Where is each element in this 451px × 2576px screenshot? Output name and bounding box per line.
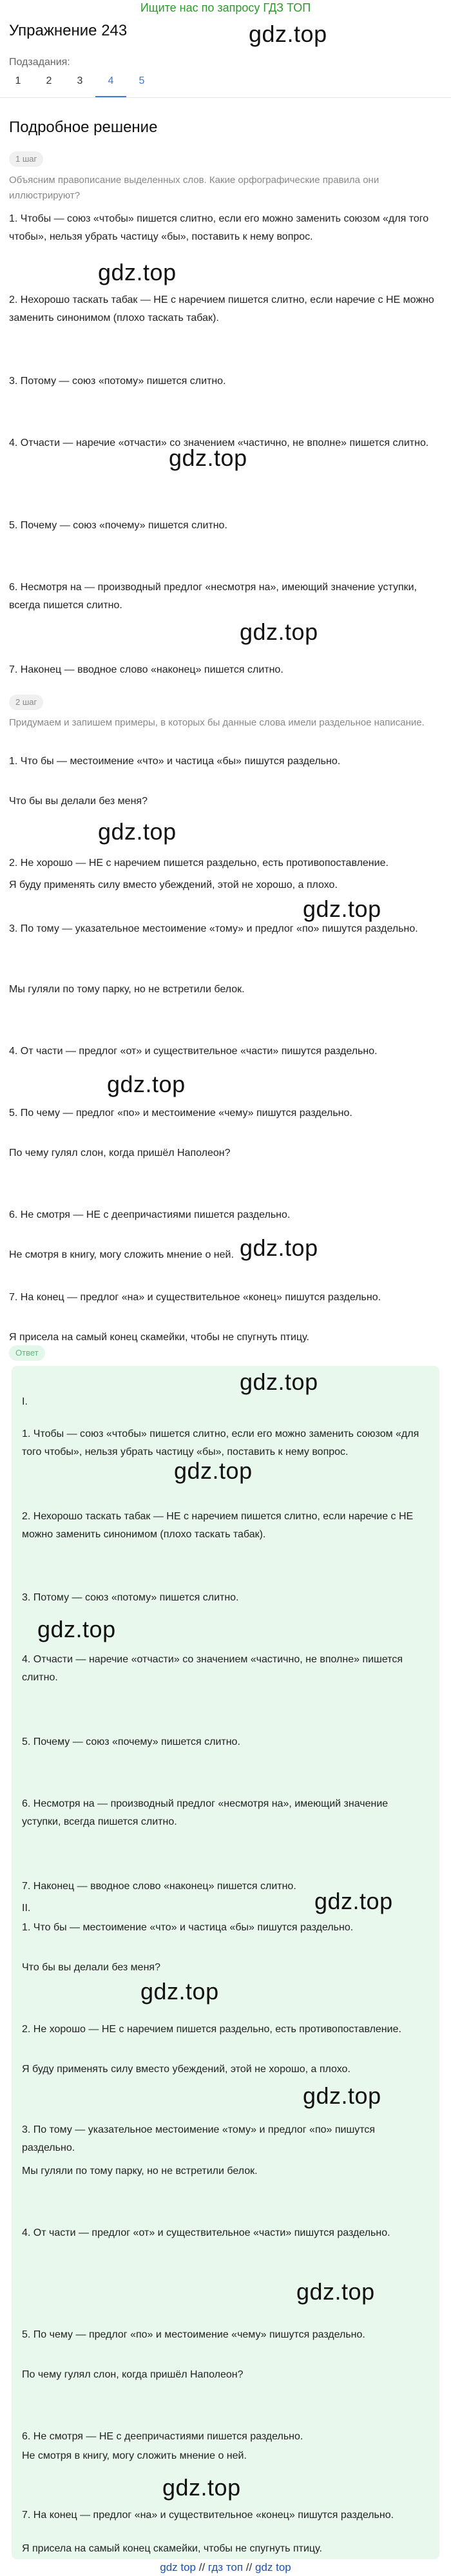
watermark: gdz.top (98, 818, 177, 845)
answer-2-item-2: 2. Не хорошо — НЕ с наречием пишется раздельно, есть противопоставление. (22, 2024, 401, 2035)
watermark: gdz.top (37, 1616, 116, 1642)
answer-2-item-6: 6. Не смотря — НЕ с деепричастиями пишется раздельно. (22, 2431, 303, 2442)
answer-2-example-5: По чему гулял слон, когда пришёл Наполеон? (22, 2369, 244, 2380)
step-2-example-2: Я буду применять силу вместо убеждений, этой не хорошо, а плохо. (9, 879, 338, 890)
watermark: gdz.top (303, 896, 381, 922)
step-2-example-1: Что бы вы делали без меня? (9, 796, 148, 807)
solution-heading: Подробное решение (9, 119, 158, 136)
answer-2-example-6: Не смотря в книгу, могу сложить мнение о ней. (22, 2450, 247, 2461)
footer-links (0, 2561, 451, 2575)
watermark: gdz.top (240, 1369, 318, 1395)
step-1-item-3: 3. Потому — союз «потому» пишется слитно. (9, 376, 226, 387)
watermark: gdz.top (296, 2278, 375, 2305)
watermark: gdz.top (303, 2082, 381, 2109)
step-2-item-5: 5. По чему — предлог «по» и местоимение «чему» пишутся раздельно. (9, 1108, 352, 1119)
watermark: gdz.top (314, 1888, 393, 1914)
step-2-item-4: 4. От части — предлог «от» и существительное «части» пишутся раздельно. (9, 1046, 378, 1057)
answer-1-item-5: 5. Почему — союз «почему» пишется слитно. (22, 1736, 240, 1747)
step-1-item-5: 5. Почему — союз «почему» пишется слитно. (9, 520, 227, 531)
tab-subtask-5[interactable]: 5 (139, 75, 145, 86)
answer-2-example-1: Что бы вы делали без меня? (22, 1962, 160, 1973)
answer-2-example-2: Я буду применять силу вместо убеждений, этой не хорошо, а плохо. (22, 2064, 350, 2075)
answer-2-item-5: 5. По чему — предлог «по» и местоимение «чему» пишутся раздельно. (22, 2329, 365, 2340)
step-2-example-7: Я присела на самый конец скамейки, чтобы не спугнуть птицу. (9, 1332, 309, 1343)
tab-subtask-2[interactable]: 2 (46, 75, 52, 86)
answer-1-item-3: 3. Потому — союз «потому» пишется слитно. (22, 1592, 239, 1603)
page-title: Упражнение 243 (9, 22, 128, 39)
footer-separator: // (245, 2561, 253, 2573)
answer-1-item-1: 1. Чтобы — союз «чтобы» пишется слитно, если его можно заменить союзом «для того чтобы», нельзя убрать частицу «бы», поставить к нему вопрос. (22, 1428, 419, 1457)
step-2-badge: 2 шаг (9, 695, 43, 710)
answer-2-item-4: 4. От части — предлог «от» и существительное «части» пишутся раздельно. (22, 2227, 390, 2238)
step-2-intro: Придумаем и запишем примеры, в которых бы данные слова имели раздельное написание. (9, 717, 425, 728)
answer-2-example-3: Мы гуляли по тому парку, но не встретили белок. (22, 2166, 258, 2177)
watermark: gdz.top (174, 1457, 253, 1484)
step-1-badge: 1 шаг (9, 151, 43, 167)
step-2-item-7: 7. На конец — предлог «на» и существительное «конец» пишутся раздельно. (9, 1292, 381, 1303)
answer-badge: Ответ (9, 1345, 45, 1361)
search-banner: Ищите нас по запросу ГДЗ ТОП (140, 1, 311, 14)
step-2-example-3: Мы гуляли по тому парку, но не встретили белок. (9, 984, 245, 995)
tabs-divider (0, 97, 451, 98)
step-2-example-6: Не смотря в книгу, могу сложить мнение о ней. (9, 1249, 234, 1260)
answer-2-example-7: Я присела на самый конец скамейки, чтобы не спугнуть птицу. (22, 2543, 322, 2554)
step-2-example-5: По чему гулял слон, когда пришёл Наполеон? (9, 1148, 231, 1158)
footer-link-gdz-top-ru[interactable]: гдз топ (207, 2561, 244, 2573)
answer-2-item-7: 7. На конец — предлог «на» и существительное «конец» пишутся раздельно. (22, 2510, 394, 2521)
watermark: gdz.top (249, 21, 327, 47)
answer-part-1-label: I. (22, 1396, 28, 1407)
subtasks-label: Подзадания: (9, 57, 70, 68)
watermark: gdz.top (240, 619, 318, 645)
footer-link-gdz-top[interactable]: gdz top (160, 2561, 196, 2573)
step-2-item-6: 6. Не смотря — НЕ с деепричастиями пишется раздельно. (9, 1209, 291, 1220)
watermark: gdz.top (98, 259, 177, 285)
footer-separator: // (198, 2561, 206, 2573)
answer-2-item-1: 1. Что бы — местоимение «что» и частица «бы» пишутся раздельно. (22, 1922, 354, 1933)
step-2-item-3: 3. По тому — указательное местоимение «тому» и предлог «по» пишутся раздельно. (9, 923, 418, 934)
answer-1-item-6: 6. Несмотря на — производный предлог «несмотря на», имеющий значение уступки, всегда пишется слитно. (22, 1798, 389, 1827)
step-1-item-4: 4. Отчасти — наречие «отчасти» со значением «частично, не вполне» пишется слитно. (9, 437, 429, 448)
watermark: gdz.top (169, 445, 247, 471)
step-1-item-2: 2. Нехорошо таскать табак — НЕ с наречием пишется слитно, если наречие с НЕ можно заменить синонимом (плохо таскать табак). (9, 294, 434, 323)
watermark: gdz.top (240, 1235, 318, 1261)
step-1-item-1: 1. Чтобы — союз «чтобы» пишется слитно, если его можно заменить союзом «для того чтобы», нельзя убрать частицу «бы», поставить к нему вопрос. (9, 213, 429, 242)
step-1-item-6: 6. Несмотря на — производный предлог «несмотря на», имеющий значение уступки, всегда пишется слитно. (9, 582, 417, 611)
watermark: gdz.top (107, 1071, 186, 1097)
footer-link-gdz-top-2[interactable]: gdz top (254, 2561, 291, 2573)
answer-1-item-2: 2. Нехорошо таскать табак — НЕ с наречием пишется слитно, если наречие с НЕ можно заменить синонимом (плохо таскать табак). (22, 1511, 414, 1540)
answer-part-2-label: II. (22, 1903, 31, 1914)
answer-1-item-4: 4. Отчасти — наречие «отчасти» со значением «частично, не вполне» пишется слитно. (22, 1654, 403, 1683)
answer-2-item-3: 3. По тому — указательное местоимение «тому» и предлог «по» пишутся раздельно. (22, 2124, 376, 2153)
tab-subtask-3[interactable]: 3 (77, 75, 83, 86)
tab-subtask-1[interactable]: 1 (15, 75, 21, 86)
step-1-item-7: 7. Наконец — вводное слово «наконец» пишется слитно. (9, 664, 283, 675)
step-1-intro: Объясним правописание выделенных слов. Какие орфографические правила они иллюстрируют? (9, 175, 379, 201)
watermark: gdz.top (140, 1978, 219, 2004)
step-2-item-1: 1. Что бы — местоимение «что» и частица «бы» пишутся раздельно. (9, 756, 341, 767)
tab-subtask-4[interactable]: 4 (95, 68, 126, 98)
watermark: gdz.top (162, 2474, 241, 2501)
step-2-item-2: 2. Не хорошо — НЕ с наречием пишется раздельно, есть противопоставление. (9, 858, 389, 869)
answer-1-item-7: 7. Наконец — вводное слово «наконец» пишется слитно. (22, 1881, 296, 1892)
